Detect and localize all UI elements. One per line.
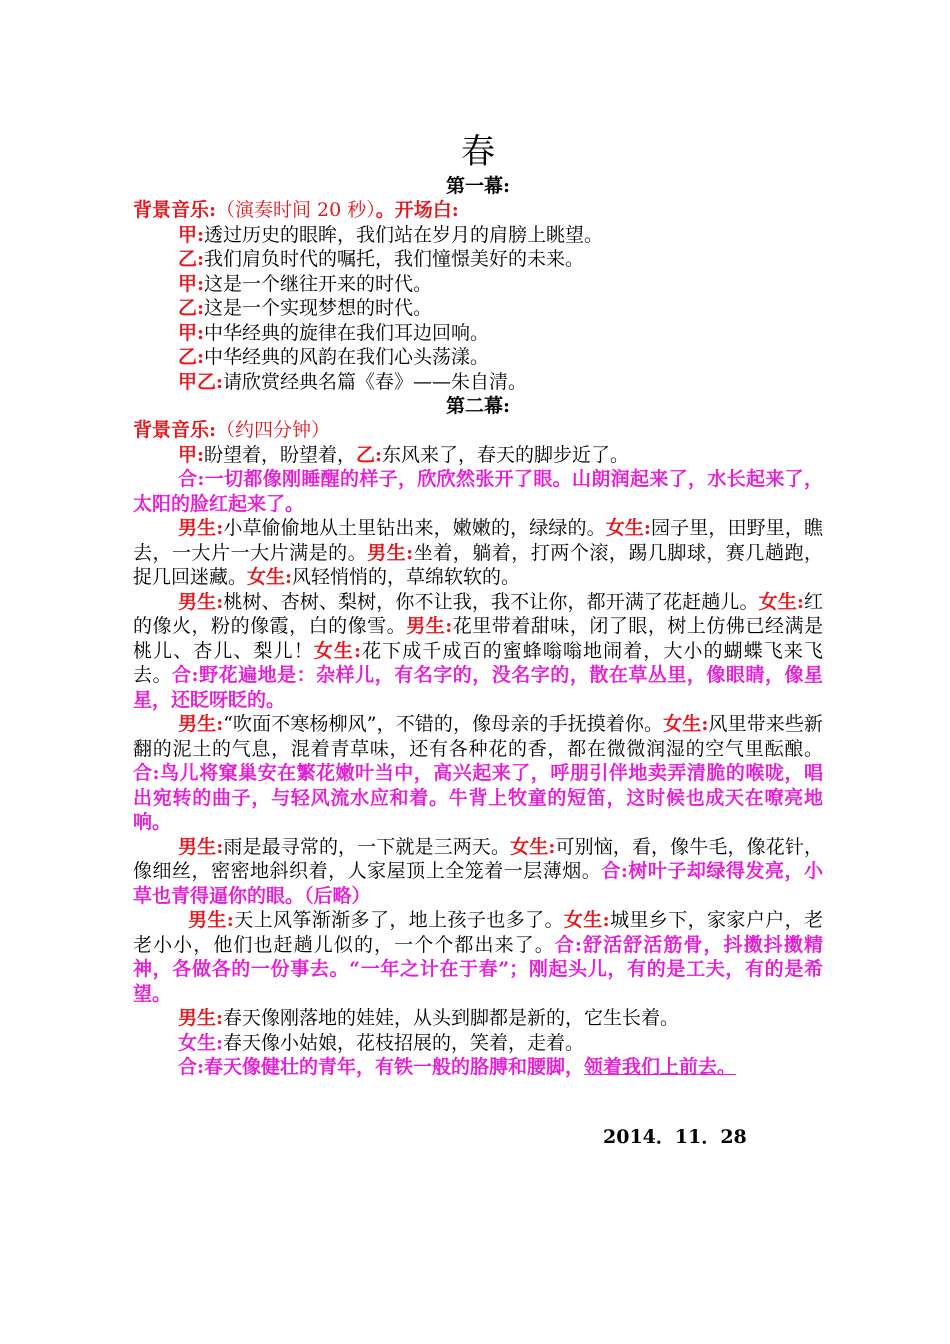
line-text: 花里带着甜味，闭了眼，树上仿佛已经满是桃儿、杏儿、梨儿！ (133, 615, 823, 662)
line-text: 春天像刚落地的娃娃，从头到脚都是新的，它生长着。 (223, 1007, 680, 1029)
speaker-female: 女生: (313, 639, 361, 662)
speaker-he: 合: (172, 664, 199, 686)
speaker-female: 女生: (247, 566, 293, 588)
speaker-yi: 乙: (356, 443, 383, 466)
dialogue-line (133, 223, 823, 248)
line-text: 春天像小姑娘，花枝招展的，笑着，走着。 (223, 1031, 585, 1054)
dialogue-line (133, 370, 823, 395)
speaker-male: 男生: (178, 835, 224, 858)
speaker-male: 男生: (178, 1007, 224, 1029)
line-text: 中华经典的风韵在我们心头荡漾。 (204, 346, 490, 368)
speaker-he: 合: (178, 1056, 205, 1078)
bgm-duration: （约四分钟） (216, 419, 331, 441)
bgm-duration: （演奏时间 20 秒） (216, 199, 376, 221)
line-text: 风轻悄悄的，草绵软软的。 (292, 566, 521, 588)
line-text: “吹面不寒杨柳风”，不错的，像母亲的手抚摸着你。 (223, 713, 664, 735)
line-text: 我们肩负时代的嘱托，我们憧憬美好的未来。 (204, 248, 585, 270)
line-text: 城里乡下，家家户户，老老小小，他们也赶趟儿似的，一个个都出来了。 (133, 909, 824, 956)
line-text: 这是一个继往开来的时代。 (204, 272, 433, 295)
speaker-jia: 甲: (178, 223, 205, 246)
paragraph (133, 835, 823, 909)
dialogue-line (133, 272, 823, 297)
chorus-text-underlined: 领着我们上前去。 (584, 1056, 737, 1078)
speaker-female: 女生: (563, 909, 610, 931)
line-text: 请欣赏经典名篇《春》——朱自清。 (223, 370, 528, 393)
line-text: 红的像火，粉的像霞，白的像雪。 (133, 590, 823, 637)
dialogue-line (133, 247, 823, 272)
speaker-yi: 乙: (178, 297, 205, 319)
speaker-he: 合: (178, 468, 205, 490)
line-text: 花下成千成百的蜜蜂嗡嗡地闹着，大小的蝴蝶飞来飞去。 (133, 639, 823, 686)
act-two-heading: 第二幕: (445, 395, 510, 417)
bgm-label: 背景音乐: (133, 199, 217, 221)
speaker-male: 男生: (178, 517, 224, 539)
bgm-line-2 (133, 418, 823, 443)
speaker-jiayi: 甲乙: (178, 370, 224, 393)
speaker-jia: 甲: (178, 443, 205, 466)
paragraph (133, 1031, 823, 1056)
line-text: 盼望着，盼望着， (204, 443, 357, 466)
line-text: 小草偷偷地从土里钻出来，嫩嫩的，绿绿的。 (223, 517, 606, 539)
speaker-male: 男生: (406, 615, 453, 637)
speaker-jia: 甲: (178, 321, 205, 344)
paragraph (133, 1006, 823, 1031)
line-text: 园子里，田野里，瞧去，一大片一大片满是的。 (133, 517, 823, 564)
script-page (133, 128, 823, 1080)
speaker-female: 女生: (663, 713, 709, 735)
speaker-male: 男生: (188, 909, 234, 931)
dialogue-line (133, 345, 823, 370)
speaker-female: 女生: (510, 835, 556, 858)
chorus-text: 树叶子却绿得发亮，小草也青得逼你的眼。（后略） (133, 860, 823, 907)
dialogue-line (133, 321, 823, 346)
line-text: 风里带来些新翻的泥土的气息，混着青草味，还有各种花的香，都在微微润湿的空气里酝酿。 (133, 713, 824, 760)
act-one-heading: 第一幕: (445, 175, 510, 197)
line-text: 可别恼，看，像牛毛，像花针，像细丝，密密地斜织着，人家屋顶上全笼着一层薄烟。 (133, 835, 823, 882)
line-text: 东风来了，春天的脚步近了。 (382, 443, 630, 466)
line-text: 天上风筝渐渐多了，地上孩子也多了。 (233, 909, 564, 931)
speaker-jia: 甲: (178, 272, 205, 295)
chorus-text: 鸟儿将窠巢安在繁花嫩叶当中，高兴起来了，呼朋引伴地卖弄清脆的喉咙，唱出宛转的曲子，与轻风流水应和着。牛背上牧童的短笛，这时候也成天在嘹亮地响。 (133, 762, 823, 833)
chorus-text: 舒活舒活筋骨，抖擞抖擞精神，各做各的一份事去。“一年之计在于春”；刚起头儿，有的是工夫，有的是希望。 (133, 933, 823, 1005)
speaker-male: 男生: (178, 713, 224, 735)
paragraph (133, 908, 823, 1006)
document-date: 2014．11．28 (603, 1126, 747, 1148)
line-text: 雨是最寻常的，一下就是三两天。 (223, 835, 511, 858)
paragraph (133, 443, 823, 468)
speaker-female: 女生: (758, 590, 804, 613)
paragraph (133, 590, 823, 713)
chorus-text: 野花遍地是：杂样儿，有名字的，没名字的，散在草丛里，像眼睛，像星星，还眨呀眨的。 (133, 664, 823, 711)
chorus-text: 春天像健壮的青年，有铁一般的胳膊和腰脚， (204, 1056, 585, 1078)
bgm-label: 背景音乐: (133, 419, 217, 441)
opening-label: 。开场白: (375, 199, 459, 221)
line-text: 中华经典的旋律在我们耳边回响。 (204, 321, 490, 344)
speaker-he: 合: (554, 933, 582, 956)
bgm-line-1 (133, 198, 823, 223)
chorus-text: 一切都像刚睡醒的样子，欣欣然张开了眼。山朗润起来了，水长起来了，太阳的脸红起来了。 (133, 468, 823, 515)
speaker-female: 女生: (605, 517, 651, 539)
line-text: 透过历史的眼眸，我们站在岁月的肩膀上眺望。 (204, 223, 604, 246)
line-text: 桃树、杏树、梨树，你不让我，我不让你，都开满了花赶趟儿。 (223, 590, 759, 613)
speaker-male: 男生: (367, 541, 414, 564)
speaker-female: 女生: (178, 1031, 224, 1054)
line-text: 这是一个实现梦想的时代。 (204, 297, 433, 319)
speaker-yi: 乙: (178, 248, 205, 270)
line-text: 坐着，躺着，打两个滚，踢几脚球，赛几趟跑，捉几回迷藏。 (133, 541, 823, 588)
speaker-he: 合: (133, 762, 160, 784)
paragraph (133, 712, 823, 835)
speaker-male: 男生: (178, 590, 224, 613)
speaker-yi: 乙: (178, 346, 205, 368)
page-title: 春 (461, 132, 495, 172)
speaker-he: 合: (601, 860, 628, 882)
paragraph (133, 467, 823, 516)
paragraph (133, 516, 823, 590)
dialogue-line (133, 296, 823, 321)
paragraph (133, 1055, 823, 1080)
